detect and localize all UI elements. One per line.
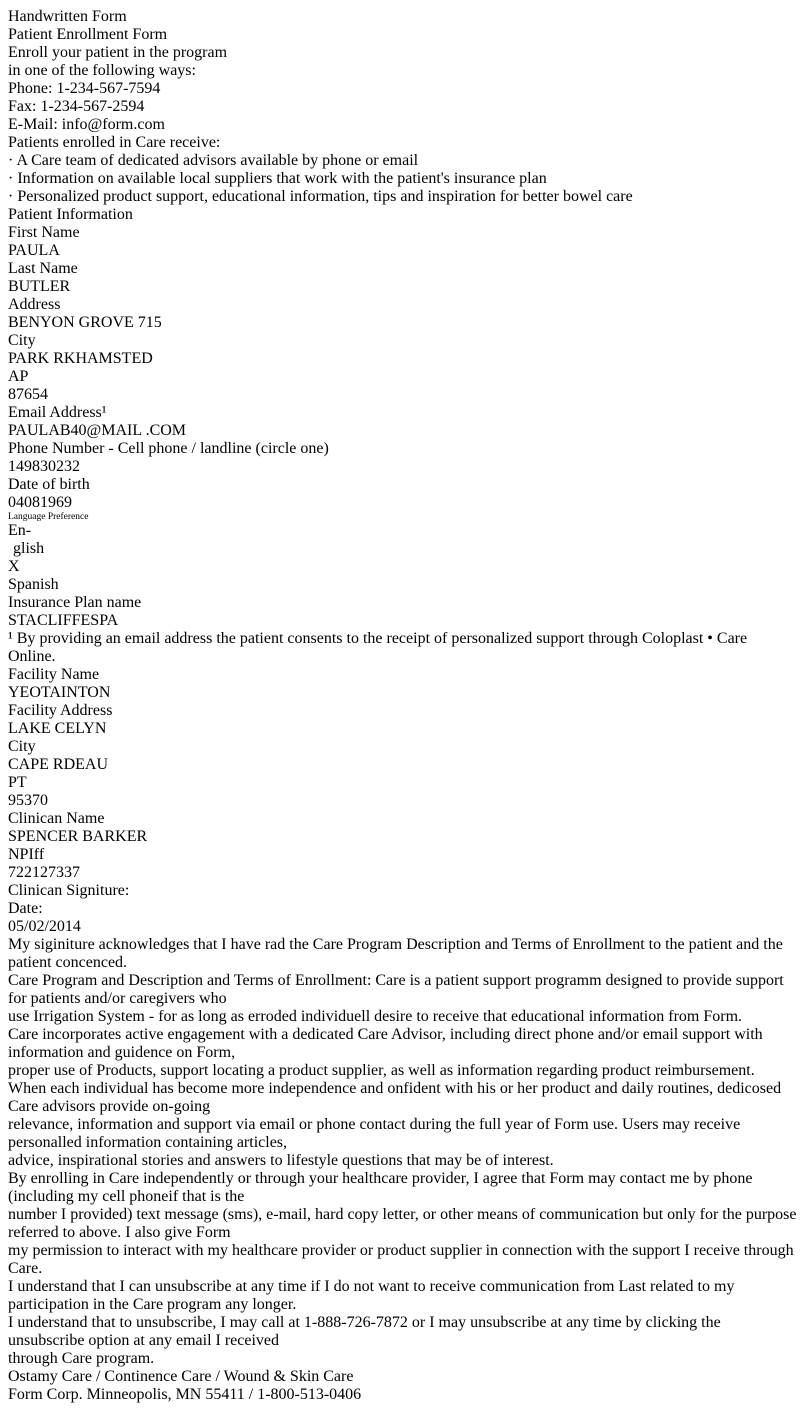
clinician-value: SPENCER BARKER [8, 828, 148, 845]
facility-city-label: City [8, 738, 36, 755]
email-value: PAULAB40@MAIL .COM [8, 422, 187, 439]
enroll-phone: Phone: 1-234-567-7594 [8, 80, 161, 97]
form-title: Handwritten Form [8, 8, 127, 25]
terms-line: number I provided) text message (sms), e-mail, hard copy letter, or other means of communication but only for the purpose referred to above. I also give Form [8, 1206, 797, 1241]
terms-line: When each individual has become more independence and onfident with his or her product and daily routines, dedicosed Care advisors provide on-going [8, 1080, 782, 1115]
intro-bullet: · Personalized product support, educational information, tips and inspiration for better bowel care [8, 188, 633, 205]
clinician-label: Clinican Name [8, 810, 105, 827]
signature-date-value: 05/02/2014 [8, 918, 81, 935]
phone-value: 149830232 [8, 458, 80, 475]
facility-name-label: Facility Name [8, 666, 100, 683]
language-spanish-option[interactable] [8, 576, 798, 594]
insurance-label: Insurance Plan name [8, 594, 142, 611]
email-consent-footnote: ¹ By providing an email address the patient consents to the receipt of personalized support through Coloplast • Care Online. [8, 630, 748, 665]
first-name-value: PAULA [8, 242, 60, 259]
terms-of-enrollment [8, 972, 798, 1368]
form-header [8, 8, 798, 134]
facility-address-label: Facility Address [8, 702, 113, 719]
terms-line: relevance, information and support via email or phone contact during the full year of Form use. Users may receive personalled information containing articles, [8, 1116, 741, 1151]
npi-value: 722127337 [8, 864, 80, 881]
insurance-value: STACLIFFESPA [8, 612, 119, 629]
terms-line: I understand that I can unsubscribe at any time if I do not want to receive communication from Last related to my participation in the Care program any longer. [8, 1278, 735, 1313]
date-label: Date: [8, 900, 43, 917]
terms-line: my permission to interact with my healthcare provider or product supplier in connection with the support I receive through Care. [8, 1242, 794, 1277]
city-value: PARK RKHAMSTED [8, 350, 153, 367]
terms-line: I understand that to unsubscribe, I may call at 1-888-726-7872 or I may unsubscribe at any time by clicking the unsubscribe option at any email I received [8, 1314, 721, 1349]
intro-heading: Patients enrolled in Care receive: [8, 134, 221, 151]
signature-acknowledgement: My siginiture acknowledges that I have rad the Care Program Description and Terms of Enrollment to the patient and the patient concenced. [8, 936, 783, 971]
patient-section-title: Patient Information [8, 206, 133, 223]
intro-bullet: · Information on available local suppliers that work with the patient's insurance plan [8, 170, 547, 187]
spanish-label: Spanish [8, 576, 59, 593]
enroll-fax: Fax: 1-234-567-2594 [8, 98, 145, 115]
english-label-2: glish [13, 540, 45, 557]
dob-label: Date of birth [8, 476, 90, 493]
enroll-line-1: Enroll your patient in the program [8, 44, 228, 61]
terms-line: Care incorporates active engagement with a dedicated Care Advisor, including direct phone and/or email support with information and guidence on Form, [8, 1026, 763, 1061]
city-label: City [8, 332, 36, 349]
npi-label: NPIff [8, 846, 45, 863]
terms-line: advice, inspirational stories and answers to lifestyle questions that may be of interest. [8, 1152, 554, 1169]
intro-bullet: · A Care team of dedicated advisors available by phone or email [8, 152, 419, 169]
facility-name-value: YEOTAINTON [8, 684, 111, 701]
facility-zip-value: 95370 [8, 792, 48, 809]
state-value: AP [8, 368, 29, 385]
terms-line: By enrolling in Care independently or through your healthcare provider, I agree that Form may contact me by phone (including my cell phoneif that is the [8, 1170, 753, 1205]
zip-value: 87654 [8, 386, 48, 403]
language-english-option[interactable] [8, 522, 798, 558]
english-check-mark: X [8, 558, 20, 575]
enrollment-form-card [8, 8, 798, 1404]
first-name-label: First Name [8, 224, 80, 241]
company-footer [8, 1368, 798, 1404]
facility-address-value: LAKE CELYN [8, 720, 107, 737]
last-name-label: Last Name [8, 260, 78, 277]
signature-label: Clinican Signiture: [8, 882, 130, 899]
address-label: Address [8, 296, 61, 313]
email-label: Email Address¹ [8, 404, 107, 421]
enroll-email: E-Mail: info@form.com [8, 116, 165, 133]
phone-label: Phone Number - Cell phone / landline (circle one) [8, 440, 329, 457]
facility-city-value: CAPE RDEAU [8, 756, 109, 773]
terms-line: proper use of Products, support locating a product supplier, as well as information regarding product reimbursement. [8, 1062, 755, 1079]
signature-box [8, 882, 798, 972]
address-value: BENYON GROVE 715 [8, 314, 162, 331]
dob-value: 04081969 [8, 494, 72, 511]
intro-benefits [8, 134, 798, 206]
last-name-value: BUTLER [8, 278, 71, 295]
language-label: Language Preference [8, 512, 89, 522]
footer-line-1: Ostamy Care / Continence Care / Wound & Skin Care [8, 1368, 354, 1385]
enroll-contact-info [8, 44, 798, 134]
english-label-1: En- [8, 522, 32, 539]
enroll-line-2: in one of the following ways: [8, 62, 196, 79]
terms-line: through Care program. [8, 1350, 155, 1367]
terms-line: use Irrigation System - for as long as erroded individuell desire to receive that educational information from Form. [8, 1008, 743, 1025]
footer-line-2: Form Corp. Minneopolis, MN 55411 / 1-800-513-0406 [8, 1386, 362, 1403]
form-subtitle: Patient Enrollment Form [8, 26, 168, 43]
terms-line: Care Program and Description and Terms of Enrollment: Care is a patient support programm designed to provide support for patients and/or caregivers who [8, 972, 784, 1007]
facility-state-value: PT [8, 774, 27, 791]
